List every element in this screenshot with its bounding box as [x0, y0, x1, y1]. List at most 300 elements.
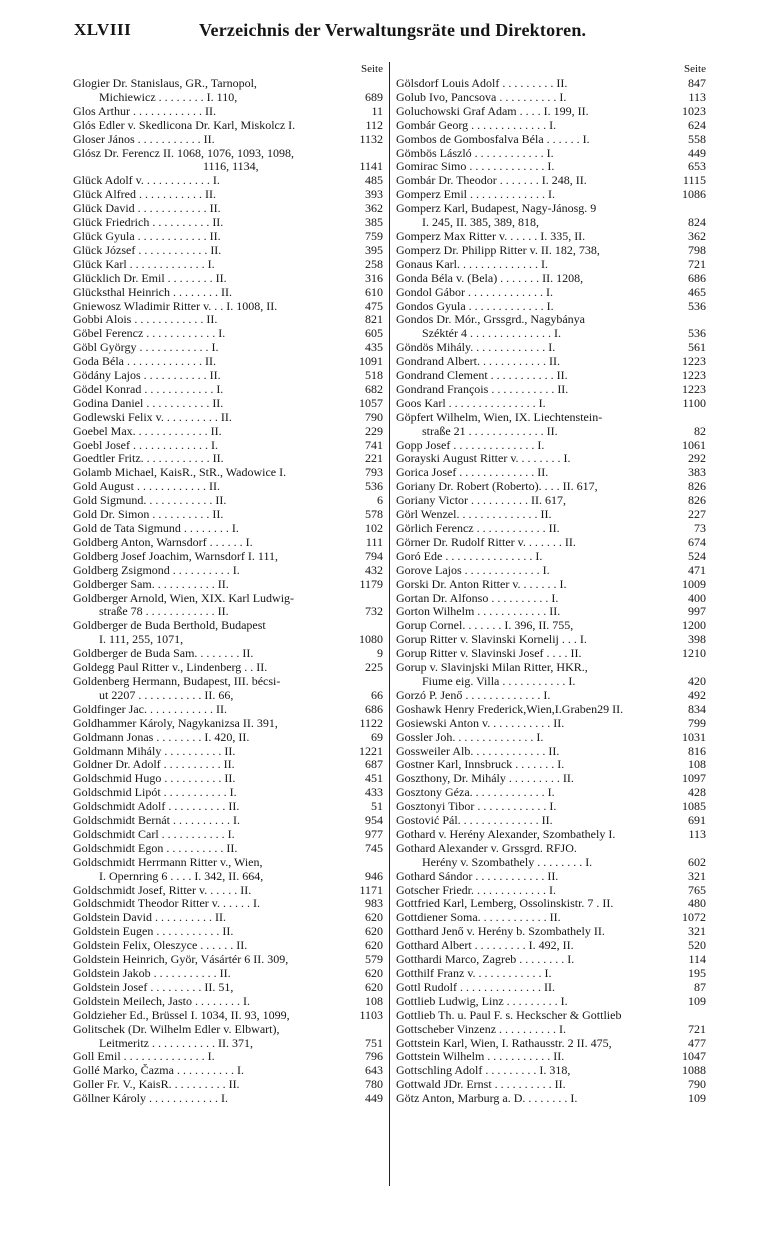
entry-name: [396, 230, 670, 244]
entry-name: [73, 230, 347, 244]
entry-name: [396, 1064, 670, 1078]
entry-page: 798: [688, 242, 706, 257]
entry-name: [73, 397, 347, 411]
entry-page: 114: [688, 952, 706, 967]
entry-line: Gortan Dr. Alfonso . . . . . . . . . . I.: [396, 591, 559, 605]
entry-name: [73, 758, 347, 772]
entry-page: 102: [365, 521, 383, 535]
entry-page: 1080: [359, 632, 383, 647]
index-entry: [396, 411, 706, 439]
entry-name: [73, 578, 347, 592]
index-entry: [73, 230, 383, 244]
index-entry: [73, 355, 383, 369]
index-entry: [396, 981, 706, 995]
entry-line: Göllner Károly . . . . . . . . . . . . I.: [73, 1092, 228, 1106]
entry-page: 561: [688, 340, 706, 355]
entry-name: [73, 105, 347, 119]
index-entry: [73, 202, 383, 216]
entry-name: [396, 772, 670, 786]
entry-line: Goedtler Fritz. . . . . . . . . . . . II.: [73, 452, 224, 466]
entry-line: Gonda Béla v. (Bela) . . . . . . . II. 1208,: [396, 271, 584, 285]
entry-page: 620: [365, 924, 383, 939]
entry-page: 793: [365, 465, 383, 480]
entry-page: 689: [365, 89, 383, 104]
index-entry: [73, 703, 383, 717]
entry-line: Gobbi Alois . . . . . . . . . . . . II.: [73, 313, 218, 327]
index-entry: [396, 244, 706, 258]
entry-name: [73, 369, 347, 383]
entry-name: [73, 856, 347, 884]
entry-line: Gomperz Karl, Budapest, Nagy-Jánosg. 9: [396, 202, 597, 216]
entry-line: Goszthony, Dr. Mihály . . . . . . . . . II.: [396, 772, 574, 786]
entry-page: 620: [365, 938, 383, 953]
entry-line: Goriany Dr. Robert (Roberto). . . . II. 617,: [396, 480, 598, 494]
entry-name: [396, 758, 670, 772]
entry-line: Gold Sigmund. . . . . . . . . . . . II.: [73, 494, 227, 508]
entry-line: Gonaus Karl. . . . . . . . . . . . . . I.: [396, 257, 548, 271]
entry-name: [396, 439, 670, 453]
index-entry: [73, 425, 383, 439]
page-title: Verzeichnis der Verwaltungsräte und Direktoren.: [199, 20, 587, 40]
entry-name: [396, 133, 670, 147]
entry-page: 1115: [682, 173, 706, 188]
entry-page: 1141: [359, 159, 383, 174]
entry-page: 745: [365, 840, 383, 855]
entry-name: [73, 675, 347, 703]
entry-page: 977: [365, 826, 383, 841]
entry-name: [396, 272, 670, 286]
entry-name: [396, 703, 670, 717]
entry-name: [396, 174, 670, 188]
entry-name: [396, 550, 670, 564]
index-entry: [396, 522, 706, 536]
index-entry: [73, 939, 383, 953]
entry-name: [73, 842, 347, 856]
right-column-label: Seite: [684, 63, 706, 75]
entry-name: [73, 981, 347, 995]
entry-line: Gondos Gyula . . . . . . . . . . . . . I.: [396, 299, 554, 313]
entry-line: Glück Adolf v. . . . . . . . . . . . I.: [73, 174, 220, 188]
entry-name: [396, 564, 670, 578]
index-entry: [73, 897, 383, 911]
entry-name: [396, 286, 670, 300]
index-entry: [73, 800, 383, 814]
entry-name: [73, 272, 347, 286]
index-entry: [396, 592, 706, 606]
entry-name: [396, 1050, 670, 1064]
entry-line: Glück Gyula . . . . . . . . . . . . II.: [73, 229, 221, 243]
entry-page: 620: [365, 966, 383, 980]
entry-page: 624: [688, 117, 706, 132]
entry-name: [396, 592, 670, 606]
entry-page: 398: [688, 632, 706, 647]
entry-page: 847: [688, 76, 706, 90]
entry-line: Goriany Victor . . . . . . . . . . II. 617,: [396, 494, 567, 508]
index-entry: [396, 466, 706, 480]
entry-page: 1057: [359, 395, 383, 410]
entry-line: Gostović Pál. . . . . . . . . . . . . . II.: [396, 814, 553, 828]
entry-line: Goldberger Sam. . . . . . . . . . . II.: [73, 577, 229, 591]
entry-line: Goshawk Henry Frederick,Wien,I.Graben29 II.: [396, 702, 624, 716]
entry-line: Fiume eig. Villa . . . . . . . . . . . I.: [422, 674, 576, 688]
entry-name: [396, 508, 670, 522]
index-entry: [73, 188, 383, 202]
entry-line: Gondrand Albert. . . . . . . . . . . . II.: [396, 355, 560, 369]
entry-name: [396, 800, 670, 814]
entry-line: Gniewosz Wladimir Ritter v. . . I. 1008, II.: [73, 299, 278, 313]
entry-name: [73, 133, 347, 147]
entry-name: [73, 119, 347, 133]
entry-line: Goldschmidt Carl . . . . . . . . . . . I.: [73, 827, 235, 841]
index-entry: [396, 77, 706, 91]
entry-page: 1100: [682, 395, 706, 410]
entry-line: Gödel Konrad . . . . . . . . . . . . I.: [73, 382, 224, 396]
index-entry: [73, 1009, 383, 1023]
entry-page: 826: [688, 493, 706, 508]
entry-page: 449: [688, 145, 706, 160]
entry-page: 435: [365, 340, 383, 355]
index-entry: [396, 578, 706, 592]
entry-name: [396, 300, 670, 314]
entry-name: [396, 605, 670, 619]
entry-page: 395: [365, 242, 383, 257]
entry-line: Gosiewski Anton v. . . . . . . . . . . II.: [396, 716, 565, 730]
index-entry: [73, 578, 383, 592]
index-entry: [396, 508, 706, 522]
entry-page: 451: [365, 771, 383, 786]
entry-page: 221: [365, 451, 383, 466]
entry-name: [73, 550, 347, 564]
entry-name: [396, 981, 670, 995]
entry-name: [396, 369, 670, 383]
index-entry: [396, 605, 706, 619]
entry-line: Godina Daniel . . . . . . . . . . . II.: [73, 396, 224, 410]
entry-name: [73, 355, 347, 369]
entry-name: [73, 661, 347, 675]
entry-name: [73, 1092, 347, 1106]
entry-line: Glós Edler v. Skedlicona Dr. Karl, Miskolcz I.: [73, 118, 296, 132]
index-entry: [73, 675, 383, 703]
entry-line: Gosztonyi Tibor . . . . . . . . . . . . I.: [396, 800, 557, 814]
entry-line: Goldstein Meilech, Jasto . . . . . . . . I.: [73, 994, 250, 1008]
entry-line: Goldfinger Jac. . . . . . . . . . . . II.: [73, 702, 227, 716]
entry-page: 1223: [682, 368, 706, 383]
index-entry: [396, 188, 706, 202]
column-divider: [389, 62, 390, 1186]
entry-line: Gottlieb Th. u. Paul F. s. Heckscher & Gottlieb: [396, 1008, 622, 1022]
entry-page: 687: [365, 757, 383, 772]
entry-line: Goldmann Jonas . . . . . . . . I. 420, II.: [73, 730, 250, 744]
entry-name: [73, 828, 347, 842]
entry-line: Gossler Joh. . . . . . . . . . . . . . I.: [396, 730, 544, 744]
entry-name: [396, 661, 670, 689]
entry-page: 383: [688, 465, 706, 480]
entry-page: 682: [365, 381, 383, 396]
entry-page: 485: [365, 173, 383, 188]
entry-line: Goos Karl . . . . . . . . . . . . . . . I.: [396, 396, 546, 410]
entry-line: Gölsdorf Louis Adolf . . . . . . . . . II.: [396, 77, 568, 90]
entry-line: Glück David . . . . . . . . . . . . II.: [73, 202, 221, 216]
entry-name: [73, 564, 347, 578]
entry-name: [73, 884, 347, 898]
index-entry: [73, 313, 383, 327]
index-entry: [73, 619, 383, 647]
entry-name: [396, 466, 670, 480]
entry-page: 108: [688, 757, 706, 772]
index-entry: [396, 967, 706, 981]
entry-name: [73, 1064, 347, 1078]
entry-line: Gömbös László . . . . . . . . . . . . I.: [396, 146, 554, 160]
entry-name: [73, 439, 347, 453]
entry-name: [396, 1023, 670, 1037]
index-entry: [73, 717, 383, 731]
entry-page: 765: [688, 882, 706, 897]
index-entry: [396, 1050, 706, 1064]
index-entry: [73, 647, 383, 661]
entry-page: 536: [365, 479, 383, 494]
entry-page: 602: [688, 854, 706, 869]
entry-page: 620: [365, 979, 383, 994]
entry-line: Görner Dr. Rudolf Ritter v. . . . . . . II.: [396, 535, 576, 549]
entry-page: 1122: [359, 715, 383, 730]
index-entry: [73, 439, 383, 453]
index-entry: [73, 953, 383, 967]
index-entry: [73, 1050, 383, 1064]
entry-line: Goldzieher Ed., Brüssel I. 1034, II. 93, 1099,: [73, 1008, 290, 1022]
index-entry: [73, 216, 383, 230]
entry-name: [396, 1092, 670, 1106]
entry-page: 112: [365, 117, 383, 132]
entry-line: Gombos de Gombosfalva Béla . . . . . . I.: [396, 132, 590, 146]
entry-page: 983: [365, 896, 383, 911]
entry-page: 477: [688, 1035, 706, 1050]
entry-page: 653: [688, 159, 706, 174]
entry-page: 449: [365, 1091, 383, 1106]
index-entry: [396, 160, 706, 174]
entry-page: 643: [365, 1063, 383, 1078]
entry-name: [73, 244, 347, 258]
index-entry: [73, 383, 383, 397]
index-entry: [73, 327, 383, 341]
left-column: [73, 62, 383, 1106]
index-entry: [73, 119, 383, 133]
entry-line: Golamb Michael, KaisR., StR., Wadowice I.: [73, 466, 287, 480]
entry-line: Gothard Alexander v. Grssgrd. RFJO.: [396, 841, 577, 855]
entry-line: Gorup Ritter v. Slavinski Kornelij . . . I.: [396, 633, 587, 647]
entry-page: 109: [688, 1091, 706, 1106]
entry-line: Leitmeritz . . . . . . . . . . . II. 371,: [99, 1036, 253, 1050]
entry-line: Glück Karl . . . . . . . . . . . . . I.: [73, 257, 215, 271]
index-entry: [396, 355, 706, 369]
index-entry: [396, 1078, 706, 1092]
entry-page: 6: [377, 493, 383, 508]
index-entry: [73, 411, 383, 425]
entry-page: 799: [688, 715, 706, 730]
entry-line: Gotthilf Franz v. . . . . . . . . . . . I.: [396, 967, 552, 980]
entry-name: [396, 397, 670, 411]
entry-line: Goda Béla . . . . . . . . . . . . . II.: [73, 355, 216, 369]
entry-name: [396, 452, 670, 466]
entry-line: Gorica Josef . . . . . . . . . . . . . II.: [396, 466, 549, 480]
entry-page: 997: [688, 604, 706, 619]
entry-page: 11: [371, 103, 383, 118]
index-entry: [396, 147, 706, 161]
entry-line: Görlich Ferencz . . . . . . . . . . . . II.: [396, 522, 560, 535]
entry-line: Goebel Max. . . . . . . . . . . . . II.: [73, 424, 222, 438]
entry-line: Gottfried Karl, Lemberg, Ossolinskistr. 7 . II.: [396, 897, 614, 911]
entry-name: [73, 508, 347, 522]
entry-name: [73, 216, 347, 230]
entry-name: [73, 703, 347, 717]
entry-name: [396, 383, 670, 397]
entry-page: 51: [371, 799, 383, 814]
index-entry: [396, 911, 706, 925]
index-entry: [73, 856, 383, 884]
entry-page: 1171: [359, 882, 383, 897]
entry-page: 195: [688, 966, 706, 980]
entry-name: [396, 745, 670, 759]
entry-name: [73, 995, 347, 1009]
entry-name: [73, 717, 347, 731]
index-entry: [396, 1092, 706, 1106]
index-entry: [396, 258, 706, 272]
entry-name: [73, 1023, 347, 1051]
entry-page: 826: [688, 479, 706, 494]
entry-line: Goldberg Josef Joachim, Warnsdorf I. 111,: [73, 549, 278, 563]
entry-page: 946: [365, 868, 383, 883]
entry-line: I. Opernring 6 . . . . I. 342, II. 664,: [99, 869, 264, 883]
entry-page: 821: [365, 312, 383, 327]
entry-page: 432: [365, 562, 383, 577]
index-entry: [396, 1064, 706, 1078]
entry-line: ut 2207 . . . . . . . . . . . II. 66,: [99, 688, 234, 702]
index-entry: [73, 258, 383, 272]
entry-line: Glos Arthur . . . . . . . . . . . . II.: [73, 104, 216, 118]
entry-name: [73, 745, 347, 759]
entry-line: Goldschmidt Josef, Ritter v. . . . . . II.: [73, 883, 252, 897]
entry-name: [396, 731, 670, 745]
index-entry: [73, 828, 383, 842]
index-entry: [73, 758, 383, 772]
entry-line: Michiewicz . . . . . . . . I. 110,: [99, 90, 238, 104]
entry-name: [396, 160, 670, 174]
entry-page: 475: [365, 298, 383, 313]
left-column-label: Seite: [361, 63, 383, 75]
left-entry-list: [73, 77, 383, 1106]
entry-name: [396, 828, 670, 842]
entry-page: 316: [365, 270, 383, 285]
index-entry: [73, 564, 383, 578]
entry-name: [73, 1050, 347, 1064]
entry-line: Gold Dr. Simon . . . . . . . . . . II.: [73, 508, 224, 522]
index-entry: [73, 592, 383, 620]
entry-name: [73, 619, 347, 647]
entry-line: Gothard Sándor . . . . . . . . . . . . II.: [396, 869, 559, 883]
entry-name: [396, 633, 670, 647]
index-entry: [396, 550, 706, 564]
index-entry: [396, 633, 706, 647]
index-entry: [396, 884, 706, 898]
entry-name: [73, 160, 347, 174]
entry-line: Goldstein Josef . . . . . . . . . II. 51,: [73, 980, 234, 994]
entry-page: 66: [371, 687, 383, 702]
entry-page: 1200: [682, 618, 706, 633]
entry-line: Glósz Dr. Ferencz II. 1068, 1076, 1093, 1098,: [73, 146, 294, 160]
entry-line: Gomperz Dr. Philipp Ritter v. II. 182, 738,: [396, 243, 600, 257]
index-entry: [396, 758, 706, 772]
entry-line: Goró Ede . . . . . . . . . . . . . . . I.: [396, 549, 543, 563]
index-entry: [396, 105, 706, 119]
entry-line: Gold August . . . . . . . . . . . . II.: [73, 480, 220, 494]
entry-page: 1132: [359, 131, 383, 146]
entry-page: 1179: [359, 576, 383, 591]
entry-line: Goldmann Mihály . . . . . . . . . . II.: [73, 744, 236, 758]
entry-page: 796: [365, 1049, 383, 1064]
entry-page: 321: [688, 868, 706, 883]
entry-name: [396, 870, 670, 884]
entry-line: Gostner Karl, Innsbruck . . . . . . . I.: [396, 758, 565, 772]
entry-page: 686: [688, 270, 706, 285]
entry-line: straße 21 . . . . . . . . . . . . . II.: [422, 424, 558, 438]
index-entry: [396, 703, 706, 717]
entry-line: Goldschmid Lipót . . . . . . . . . . . I.: [73, 786, 237, 800]
entry-name: [396, 619, 670, 633]
entry-name: [73, 147, 347, 161]
entry-line: Goldberger de Buda Sam. . . . . . . . II.: [73, 647, 254, 661]
entry-page: 258: [365, 256, 383, 271]
entry-page: 1097: [682, 771, 706, 786]
entry-line: Glogier Dr. Stanislaus, GR., Tarnopol,: [73, 77, 257, 90]
index-entry: [396, 772, 706, 786]
entry-line: Gottstein Karl, Wien, I. Rathausstr. 2 II. 475,: [396, 1036, 612, 1050]
index-entry: [396, 230, 706, 244]
entry-page: 674: [688, 534, 706, 549]
entry-page: 721: [688, 256, 706, 271]
entry-page: 292: [688, 451, 706, 466]
entry-name: [396, 939, 670, 953]
entry-page: 87: [694, 979, 706, 994]
entry-name: [396, 494, 670, 508]
index-entry: [396, 494, 706, 508]
entry-line: Glück Alfred . . . . . . . . . . . II.: [73, 188, 216, 202]
entry-page: 111: [365, 534, 383, 549]
index-entry: [73, 147, 383, 161]
index-entry: [73, 494, 383, 508]
index-entry: [73, 369, 383, 383]
entry-line: Gollé Marko, Čazma . . . . . . . . . . I.: [73, 1064, 244, 1078]
entry-line: Gomperz Max Ritter v. . . . . . I. 335, II.: [396, 229, 586, 243]
entry-name: [73, 411, 347, 425]
entry-page: 578: [365, 507, 383, 522]
entry-name: [396, 77, 670, 91]
entry-line: Goldstein Jakob . . . . . . . . . . . II.: [73, 967, 231, 980]
entry-page: 225: [365, 660, 383, 675]
entry-line: Goldberg Zsigmond . . . . . . . . . . I.: [73, 563, 240, 577]
entry-line: Goller Fr. V., KaisR. . . . . . . . . . II.: [73, 1078, 240, 1092]
page-header: [74, 20, 704, 44]
entry-line: Gotthard Jenő v. Herény b. Szombathely II.: [396, 925, 605, 939]
index-entry: [73, 995, 383, 1009]
entry-line: Göbel Ferencz . . . . . . . . . . . . I.: [73, 327, 226, 341]
entry-line: Goldberger Arnold, Wien, XIX. Karl Ludwig-: [73, 591, 295, 605]
entry-name: [396, 884, 670, 898]
entry-name: [396, 578, 670, 592]
index-entry: [73, 842, 383, 856]
entry-name: [73, 1009, 347, 1023]
entry-page: 229: [365, 423, 383, 438]
entry-page: 82: [694, 423, 706, 438]
entry-name: [396, 147, 670, 161]
